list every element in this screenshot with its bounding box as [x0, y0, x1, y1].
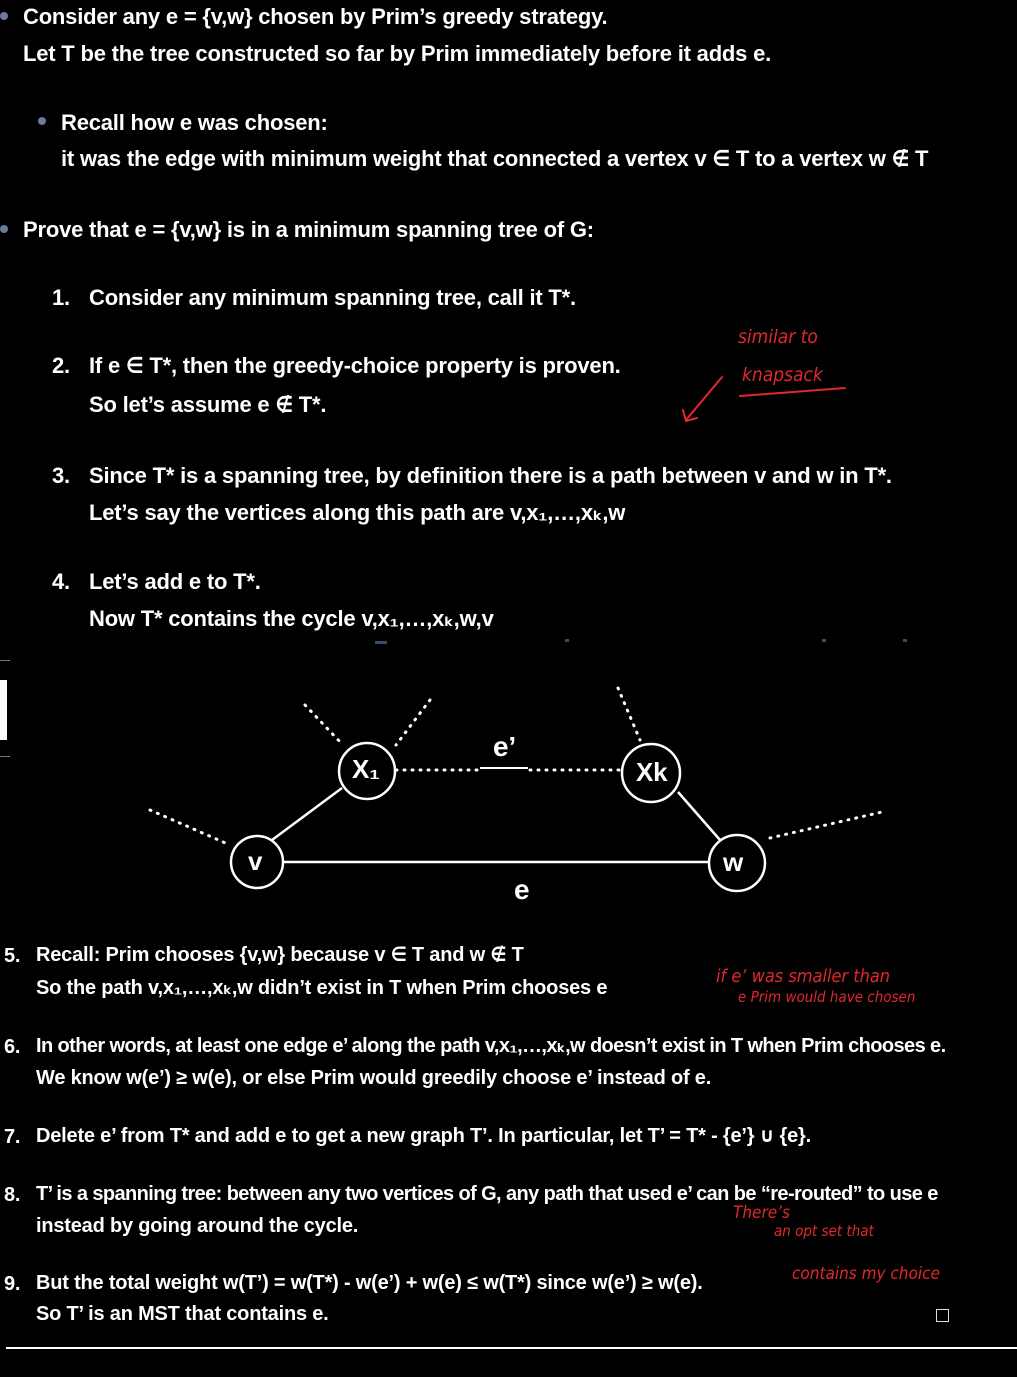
step-number: 2.: [52, 353, 70, 378]
step-7-line-1: Delete e’ from T* and add e to get a new graph T’. In particular, let T’ = T* - {e’} ∪ {e}.: [36, 1125, 811, 1147]
step-number: 4.: [52, 569, 70, 594]
step-number: 5.: [4, 945, 21, 967]
dotted-x1-up-left: [305, 705, 343, 745]
recall-line-1: Recall how e was chosen:: [61, 110, 328, 135]
step-3-line-2: Let’s say the vertices along this path are v,x₁,…,xₖ,w: [89, 500, 626, 525]
edge-xk-w: [678, 792, 720, 840]
handwritten-note-knapsack-2: knapsack: [742, 364, 823, 386]
bottom-divider: [6, 1347, 1017, 1349]
step-number: 1.: [52, 285, 70, 310]
step-9-line-2: So T’ is an MST that contains e.: [36, 1303, 329, 1325]
step-number: 7.: [4, 1126, 21, 1148]
step-4-line-2: Now T* contains the cycle v,x₁,…,xₖ,w,v: [89, 606, 494, 631]
step-9-line-1: But the total weight w(T’) = w(T*) - w(e’) + w(e) ≤ w(T*) since w(e’) ≥ w(e).: [36, 1272, 703, 1294]
step-number: 6.: [4, 1036, 21, 1058]
handwritten-note-optset-2: an opt set that: [774, 1222, 874, 1240]
intro-line-2: Let T be the tree constructed so far by Prim immediately before it adds e.: [23, 41, 772, 66]
step-5-line-2: So the path v,x₁,…,xₖ,w didn’t exist in T when Prim chooses e: [36, 977, 608, 999]
node-w-label: w: [723, 847, 744, 877]
step-6-line-1: In other words, at least one edge e’ along the path v,x₁,…,xₖ,w doesn’t exist in T when Prim chooses e.: [36, 1035, 946, 1057]
step-8-line-1: T’ is a spanning tree: between any two vertices of G, any path that used e’ can be “re-routed” to use e: [36, 1183, 938, 1205]
step-number: 8.: [4, 1184, 21, 1206]
step-5-line-1: Recall: Prim chooses {v,w} because v ∈ T and w ∉ T: [36, 944, 524, 966]
node-v-label: v: [248, 846, 263, 876]
step-number: 3.: [52, 463, 70, 488]
handwritten-note-smaller-2: e Prim would have chosen: [738, 988, 916, 1006]
edge-e-label: e: [514, 874, 530, 905]
hw-arrow-line: [686, 377, 722, 420]
hw-underline: [740, 388, 845, 396]
dotted-w-right: [770, 812, 882, 838]
step-2-line-1: If e ∈ T*, then the greedy-choice property is proven.: [89, 353, 621, 378]
step-number: 9.: [4, 1273, 21, 1295]
handwritten-note-optset-3: contains my choice: [792, 1264, 940, 1284]
dotted-xk-up: [618, 688, 640, 740]
step-8-line-2: instead by going around the cycle.: [36, 1215, 359, 1237]
dotted-v-left: [150, 810, 230, 845]
edge-e-prime-label: e’: [493, 731, 516, 762]
edge-v-x1: [272, 788, 342, 840]
step-6-line-2: We know w(e’) ≥ w(e), or else Prim would greedily choose e’ instead of e.: [36, 1067, 712, 1089]
dotted-x1-up-right: [396, 700, 430, 745]
handwritten-note-smaller-1: if e’ was smaller than: [716, 966, 891, 987]
proof-heading: Prove that e = {v,w} is in a minimum spanning tree of G:: [23, 217, 594, 242]
step-1-line-1: Consider any minimum spanning tree, call it T*.: [89, 285, 576, 310]
step-2-line-2: So let’s assume e ∉ T*.: [89, 392, 327, 417]
qed-box-icon: [936, 1309, 949, 1322]
handwritten-note-optset-1: There’s: [733, 1203, 790, 1223]
node-x1-label: X₁: [352, 754, 380, 784]
handwritten-note-knapsack-1: similar to: [738, 326, 818, 348]
node-xk-label: Xk: [636, 757, 668, 787]
step-4-line-1: Let’s add e to T*.: [89, 569, 261, 594]
step-3-line-1: Since T* is a spanning tree, by definition there is a path between v and w in T*.: [89, 463, 892, 488]
intro-line-1: Consider any e = {v,w} chosen by Prim’s greedy strategy.: [23, 4, 608, 29]
recall-line-2: it was the edge with minimum weight that connected a vertex v ∈ T to a vertex w ∉ T: [61, 146, 929, 171]
